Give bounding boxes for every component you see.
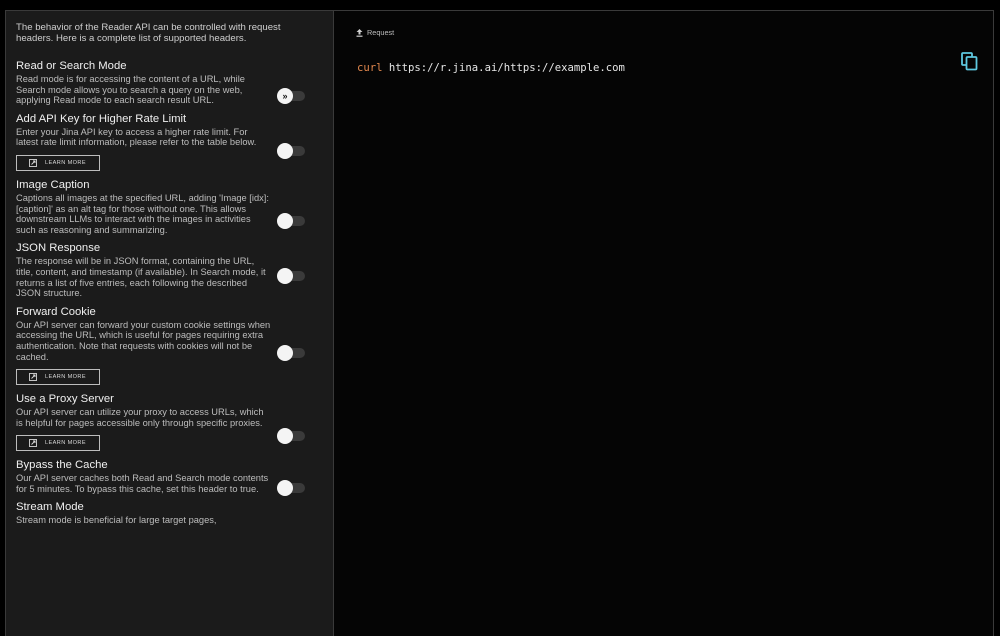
- toggle-knob: [277, 428, 293, 444]
- toggle-knob: [277, 480, 293, 496]
- external-link-icon: [29, 439, 37, 447]
- option-description: Read mode is for accessing the content of a URL, while Search mode allows you to search a query on the web, applying Read mode to each search result URL.: [16, 74, 245, 106]
- option-toggle[interactable]: [279, 91, 305, 101]
- header-option: [16, 458, 323, 494]
- intro-text: The behavior of the Reader API can be controlled with request headers. Here is a complete list of supported headers.: [16, 22, 281, 44]
- learn-more-button[interactable]: [16, 155, 100, 171]
- learn-more-label: LEARN MORE: [45, 374, 86, 381]
- option-description: Captions all images at the specified URL, adding 'Image [idx]: [caption]' as an alt tag for those without one. This allows downstream LLMs to interact with the images in activities such as reasoning and summarizing.: [16, 192, 269, 235]
- option-toggle[interactable]: [279, 431, 305, 441]
- option-description: Our API server can forward your custom cookie settings when accessing the URL, which is useful for pages requiring extra authentication. Note that requests with cookies will not be cached.: [16, 319, 271, 362]
- header-option: [16, 241, 323, 298]
- toggle-knob: [277, 345, 293, 361]
- option-title: Add API Key for Higher Rate Limit: [16, 112, 187, 125]
- option-description: Enter your Jina API key to access a higher rate limit. For latest rate limit information, please refer to the table below.: [16, 126, 257, 148]
- upload-icon: [356, 29, 363, 37]
- option-toggle[interactable]: [279, 146, 305, 156]
- option-toggle[interactable]: [279, 483, 305, 493]
- option-description: Our API server can utilize your proxy to access URLs, which is helpful for pages accessible only through specific proxies.: [16, 407, 264, 428]
- headers-panel: [5, 10, 334, 636]
- header-option: [16, 59, 323, 106]
- learn-more-button[interactable]: [16, 369, 100, 385]
- external-link-icon: [29, 159, 37, 167]
- code-snippet: [357, 62, 625, 74]
- code-url: https://r.jina.ai/https://example.com: [382, 62, 625, 74]
- code-command: curl: [357, 62, 383, 74]
- learn-more-label: LEARN MORE: [45, 440, 86, 447]
- option-toggle[interactable]: [279, 271, 305, 281]
- external-link-icon: [29, 373, 37, 381]
- option-description: The response will be in JSON format, containing the URL, title, content, and timestamp (if available). In Search mode, it returns a list of five entries, each following the described JSON structure.: [16, 256, 266, 299]
- option-title: Image Caption: [16, 178, 90, 191]
- option-title: Use a Proxy Server: [16, 393, 114, 406]
- header-option: [16, 500, 323, 526]
- option-toggle[interactable]: [279, 348, 305, 358]
- request-tab-label: Request: [367, 28, 395, 37]
- option-description: Our API server caches both Read and Search mode contents for 5 minutes. To bypass this cache, set this header to true.: [16, 473, 269, 494]
- toggle-knob: [277, 213, 293, 229]
- option-title: Read or Search Mode: [16, 60, 127, 72]
- request-panel: [334, 10, 994, 636]
- toggle-knob: »: [277, 88, 293, 104]
- option-title: Forward Cookie: [16, 305, 96, 318]
- option-title: JSON Response: [16, 242, 101, 255]
- toggle-knob: [277, 143, 293, 159]
- option-title: Bypass the Cache: [16, 459, 108, 472]
- option-title: Stream Mode: [16, 501, 84, 514]
- learn-more-button[interactable]: [16, 435, 100, 451]
- copy-icon[interactable]: [961, 52, 978, 71]
- header-option: [16, 112, 323, 172]
- learn-more-label: LEARN MORE: [45, 159, 86, 166]
- option-toggle[interactable]: [279, 216, 305, 226]
- toggle-knob: [277, 268, 293, 284]
- header-option: [16, 178, 323, 235]
- header-option: [16, 392, 323, 452]
- option-description: Stream mode is beneficial for large target pages,: [16, 515, 217, 526]
- header-option: [16, 305, 323, 386]
- request-tab[interactable]: [356, 28, 394, 37]
